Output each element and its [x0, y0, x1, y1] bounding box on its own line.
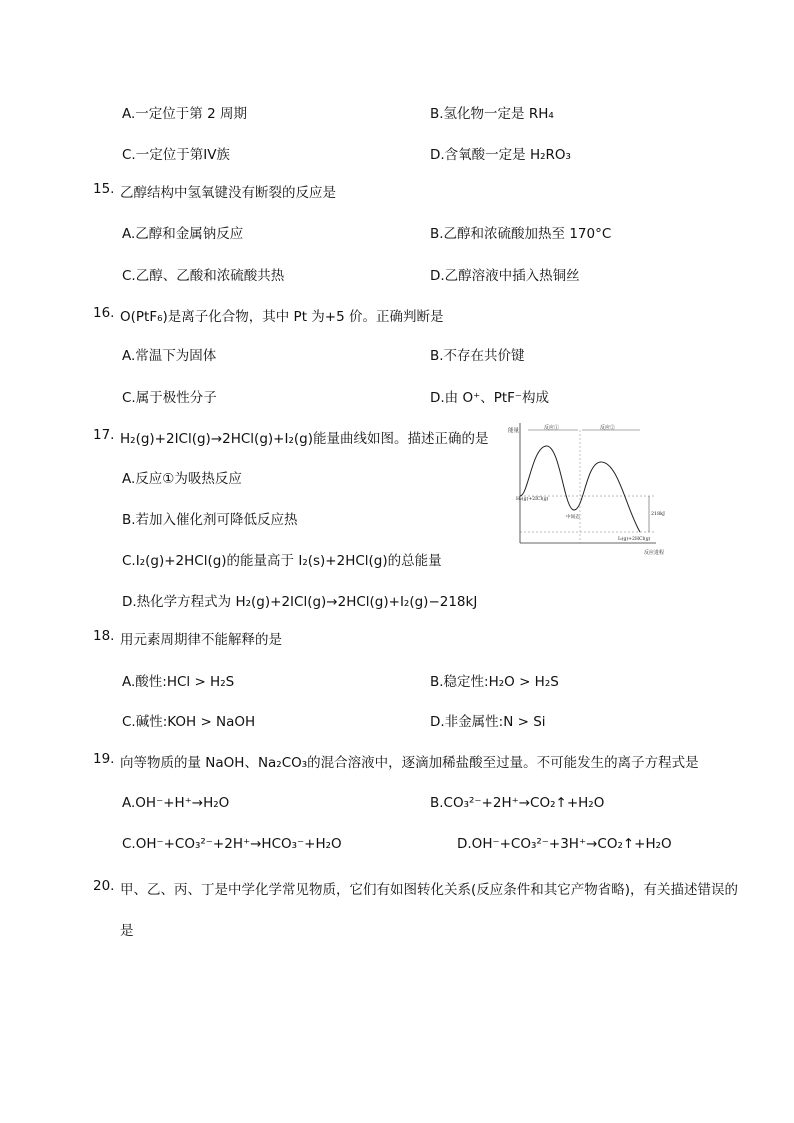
- q19-option-c: C.OH⁻+CO₃²⁻+2H⁺→HCO₃⁻+H₂O: [122, 836, 342, 852]
- q15-option-d: D.乙醇溶液中插入热铜丝: [430, 268, 580, 284]
- q19-stem: 向等物质的量 NaOH、Na₂CO₃的混合溶液中，逐滴加稀盐酸至过量。不可能发生的离子方程式是: [120, 755, 699, 771]
- y-axis-label: 能量: [508, 428, 520, 434]
- q14-option-a: A.一定位于第 2 周期: [122, 106, 247, 122]
- step1-label: 反应①: [544, 425, 560, 431]
- q20-number: 20.: [93, 878, 115, 894]
- q19-number: 19.: [93, 751, 115, 767]
- q18-option-c: C.碱性:KOH > NaOH: [122, 714, 256, 730]
- q19-option-a: A.OH⁻+H⁺→H₂O: [122, 795, 230, 811]
- start-state-label: H₂(g)+2ICl(g): [516, 497, 549, 502]
- q18-stem: 用元素周期律不能解释的是: [120, 632, 282, 648]
- q16-option-d: D.由 O⁺、PtF⁻构成: [430, 390, 550, 406]
- q14-option-d: D.含氧酸一定是 H₂RO₃: [430, 147, 571, 163]
- q16-option-a: A.常温下为固体: [122, 348, 217, 364]
- energy-profile-diagram: [506, 418, 670, 560]
- step2-label: 反应②: [600, 425, 616, 431]
- q17-option-b: B.若加入催化剂可降低反应热: [122, 512, 298, 528]
- x-axis-label: 反应进程: [644, 550, 665, 556]
- q17-option-d: D.热化学方程式为 H₂(g)+2ICl(g)→2HCl(g)+I₂(g)−218kJ: [122, 594, 478, 610]
- q14-option-b: B.氢化物一定是 RH₄: [430, 106, 554, 122]
- q17-option-a: A.反应①为吸热反应: [122, 471, 242, 487]
- q16-option-b: B.不存在共价键: [430, 348, 525, 364]
- q19-option-d: D.OH⁻+CO₃²⁻+3H⁺→CO₂↑+H₂O: [457, 836, 672, 852]
- q15-stem: 乙醇结构中氢氧键没有断裂的反应是: [120, 185, 336, 201]
- q17-number: 17.: [93, 427, 115, 443]
- q19-option-b: B.CO₃²⁻+2H⁺→CO₂↑+H₂O: [430, 795, 605, 811]
- intermediate-label: 中间态: [566, 515, 580, 520]
- q17-stem: H₂(g)+2ICl(g)→2HCl(g)+I₂(g)能量曲线如图。描述正确的是: [120, 431, 489, 447]
- q14-option-c: C.一定位于第IV族: [122, 147, 230, 163]
- q15-number: 15.: [93, 181, 115, 197]
- q20-stem: 甲、乙、丙、丁是中学化学常见物质，它们有如图转化关系(反应条件和其它产物省略)，有关描述错误的: [120, 882, 739, 898]
- axes: [520, 423, 656, 543]
- q15-option-a: A.乙醇和金属钠反应: [122, 226, 244, 242]
- q18-option-a: A.酸性:HCl > H₂S: [122, 674, 235, 690]
- q15-option-c: C.乙醇、乙酸和浓硫酸共热: [122, 268, 285, 284]
- q20-stem-continued: 是: [120, 923, 134, 939]
- q16-number: 16.: [93, 305, 115, 321]
- q18-option-d: D.非金属性:N > Si: [430, 714, 546, 730]
- q15-option-b: B.乙醇和浓硫酸加热至 170°C: [430, 226, 612, 242]
- q17-option-c: C.I₂(g)+2HCl(g)的能量高于 I₂(s)+2HCl(g)的总能量: [122, 553, 442, 569]
- q16-option-c: C.属于极性分子: [122, 390, 217, 406]
- end-state-label: I₂(g)+2HCl(g): [618, 537, 651, 542]
- delta-energy-label: 218kJ: [651, 512, 665, 517]
- q18-number: 18.: [93, 628, 115, 644]
- q18-option-b: B.稳定性:H₂O > H₂S: [430, 674, 559, 690]
- q16-stem: O(PtF₆)是离子化合物，其中 Pt 为+5 价。正确判断是: [120, 309, 444, 325]
